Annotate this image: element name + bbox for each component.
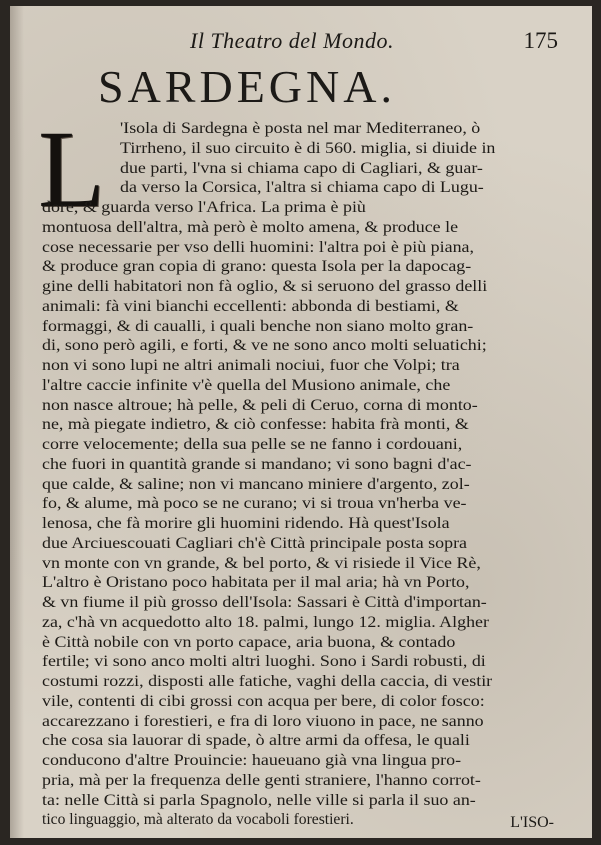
text-line: due Arciuescouati Cagliari ch'è Città principale posta sopra bbox=[42, 534, 468, 552]
running-header bbox=[10, 28, 592, 58]
text-line: que calde, & saline; non vi mancano miniere d'argento, zol- bbox=[42, 475, 470, 493]
text-line: non vi sono lupi ne altri animali nociui, fuor che Volpi; tra bbox=[42, 357, 460, 374]
text-line: conducono d'altre Prouincie: haueuano già vna lingua pro- bbox=[42, 752, 462, 769]
text-line: tico linguaggio, mà alterato da vocaboli forestieri. bbox=[42, 811, 354, 829]
text-line: 'Isola di Sardegna è posta nel mar Mediterraneo, ò bbox=[120, 120, 481, 137]
text-line: montuosa dell'altra, mà però è molto amena, & produce le bbox=[42, 218, 459, 236]
text-line: animali: fà vini bianchi eccellenti: abbonda di bestiami, & bbox=[42, 297, 459, 315]
text-line: corre velocemente; della sua pelle se ne fanno i cordouani, bbox=[42, 436, 463, 453]
text-line: Tirrheno, il suo circuito è di 560. miglia, si diuide in bbox=[120, 139, 496, 157]
text-line: di, sono però agili, e forti, & ve ne sono anco molti seluatichi; bbox=[42, 337, 487, 355]
text-line: che cosa sia lauorar di spade, ò altre armi da offesa, le quali bbox=[42, 732, 470, 750]
text-line: dore, & guarda verso l'Africa. La prima è più bbox=[42, 199, 366, 216]
text-line: da verso la Corsica, l'altra si chiama capo di Lugu- bbox=[120, 179, 484, 197]
text-line: & vn fiume il più grosso dell'Isola: Sassari è Città d'importan- bbox=[42, 594, 487, 611]
text-line: & produce gran copia di grano: questa Isola per la dapocag- bbox=[42, 258, 472, 276]
text-line: lenosa, che fà morire gli huomini ridendo. Hà quest'Isola bbox=[42, 515, 450, 532]
text-line: che fuori in quantità grande si mandano; vi sono bagni d'ac- bbox=[42, 455, 472, 473]
page-number: 175 bbox=[523, 28, 558, 53]
text-line: accarezzano i forestieri, e fra di loro viuono in pace, ne sanno bbox=[42, 712, 484, 730]
drop-cap: L bbox=[38, 108, 106, 230]
text-line: pria, mà per la frequenza delle genti straniere, l'hanno corrot- bbox=[42, 771, 481, 789]
text-line: vn monte con vn grande, & bel porto, & vi risiede il Vice Rè, bbox=[42, 554, 481, 572]
text-line: due parti, l'vna si chiama capo di Cagliari, & guar- bbox=[120, 159, 483, 177]
book-page bbox=[10, 6, 592, 838]
text-line: cose necessarie per vso delli huomini: l'altra poi è più piana, bbox=[42, 238, 475, 256]
text-line: costumi rozzi, disposti alle fatiche, vaghi della caccia, di vestir bbox=[42, 673, 493, 690]
text-line: fo, & alume, mà poco se ne curano; vi si troua vn'herba ve- bbox=[42, 495, 467, 513]
text-line: vile, contenti di cibi grossi con acqua per bere, di color fosco: bbox=[42, 692, 485, 710]
text-line: za, c'hà vn acquedotto alto 18. palmi, lungo 12. miglia. Algher bbox=[42, 613, 489, 631]
text-line: gine delli habitatori non fà oglio, & si seruono del grasso delli bbox=[42, 278, 488, 295]
text-line: ne, mà piegate indietro, & ciò confesse: habita frà monti, & bbox=[42, 416, 469, 434]
catchword: L'ISO- bbox=[510, 814, 554, 831]
running-title: Il Theatro del Mondo. bbox=[190, 28, 394, 53]
text-line: ta: nelle Città si parla Spagnolo, nelle ville si parla il suo an- bbox=[42, 791, 476, 809]
text-line: L'altro è Oristano poco habitata per il mal aria; hà vn Porto, bbox=[42, 574, 470, 592]
text-line: formaggi, & di caualli, i quali benche non siano molto gran- bbox=[42, 317, 474, 335]
text-line: non nasce altroue; hà pelle, & peli di Ceruo, corna di monto- bbox=[42, 396, 478, 414]
text-line: l'altre caccie infinite v'è quella del Musiono animale, che bbox=[42, 376, 451, 394]
text-line: fertile; vi sono anco molti altri luoghi. Sono i Sardi robusti, di bbox=[42, 653, 486, 671]
chapter-title: SARDEGNA. bbox=[98, 61, 396, 112]
text-line: è Città nobile con vn porto capace, aria buona, & contado bbox=[42, 633, 456, 651]
